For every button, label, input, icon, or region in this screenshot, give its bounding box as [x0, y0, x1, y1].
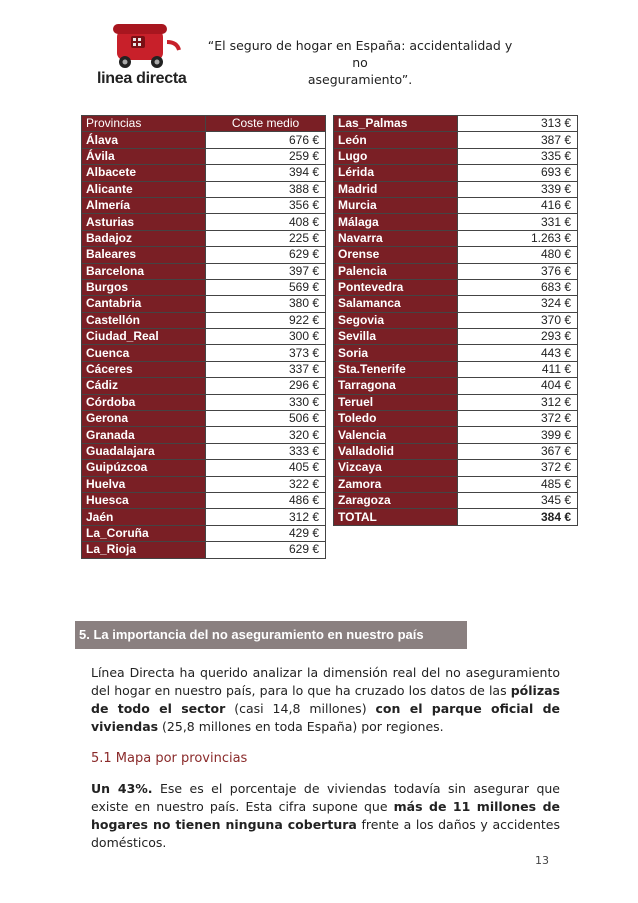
province-name-cell: Ciudad_Real — [82, 329, 206, 345]
province-name-cell: Tarragona — [334, 378, 458, 394]
average-cost-cell: 337 € — [206, 361, 326, 377]
average-cost-cell: 293 € — [458, 329, 578, 345]
province-name-cell: Baleares — [82, 247, 206, 263]
province-name-cell: Lugo — [334, 148, 458, 164]
table-row — [334, 296, 578, 312]
table-row — [82, 197, 326, 213]
table-row — [82, 132, 326, 148]
province-name-cell: Teruel — [334, 394, 458, 410]
average-cost-cell: 922 € — [206, 312, 326, 328]
province-name-cell: Toledo — [334, 411, 458, 427]
average-cost-cell: 480 € — [458, 247, 578, 263]
province-name-cell: Gerona — [82, 411, 206, 427]
province-name-cell: Huelva — [82, 476, 206, 492]
table-row — [334, 263, 578, 279]
table-row — [334, 312, 578, 328]
average-cost-cell: 404 € — [458, 378, 578, 394]
average-cost-cell: 331 € — [458, 214, 578, 230]
average-cost-cell: 330 € — [206, 394, 326, 410]
p1-text-3: (25,8 millones en toda España) por regiones. — [158, 719, 444, 734]
table-row — [334, 116, 578, 132]
province-name-cell: Córdoba — [82, 394, 206, 410]
province-name-cell: Pontevedra — [334, 279, 458, 295]
average-cost-cell: 411 € — [458, 361, 578, 377]
province-name-cell: Soria — [334, 345, 458, 361]
p1-text-1: Línea Directa ha querido analizar la dimensión real del no aseguramiento del hogar en nuestro país, para lo que ha cruzado los datos de las — [91, 665, 560, 698]
province-name-cell: Barcelona — [82, 263, 206, 279]
logo-text: linea directa — [97, 70, 187, 87]
average-cost-cell: 629 € — [206, 542, 326, 558]
average-cost-cell: 388 € — [206, 181, 326, 197]
average-cost-cell: 313 € — [458, 116, 578, 132]
province-name-cell: Murcia — [334, 197, 458, 213]
average-cost-cell: 324 € — [458, 296, 578, 312]
table-row — [82, 378, 326, 394]
table-row — [82, 247, 326, 263]
table-row — [82, 116, 326, 132]
average-cost-cell: 486 € — [206, 492, 326, 508]
table-row — [82, 329, 326, 345]
province-name-cell: Navarra — [334, 230, 458, 246]
page-number: 13 — [535, 854, 549, 867]
province-name-cell: Cáceres — [82, 361, 206, 377]
average-cost-cell: 443 € — [458, 345, 578, 361]
province-name-cell: Huesca — [82, 492, 206, 508]
table-row — [334, 247, 578, 263]
average-cost-cell: 259 € — [206, 148, 326, 164]
p1-bold-2: con el parque oficial de viviendas — [91, 701, 560, 734]
p2-bold-2: más de 11 millones de hogares no tienen ninguna cobertura — [91, 799, 560, 832]
province-name-cell: Guipúzcoa — [82, 460, 206, 476]
province-name-cell: Segovia — [334, 312, 458, 328]
p2-bold-1: Un 43%. — [91, 781, 153, 796]
average-cost-cell: 367 € — [458, 443, 578, 459]
linea-directa-logo — [95, 16, 207, 92]
average-cost-cell: 629 € — [206, 247, 326, 263]
section-heading-bar — [75, 621, 457, 649]
average-cost-cell: 1.263 € — [458, 230, 578, 246]
average-cost-cell: 506 € — [206, 411, 326, 427]
province-name-cell: Zaragoza — [334, 492, 458, 508]
table-row — [334, 230, 578, 246]
table-row — [334, 132, 578, 148]
section-title: 5. La importancia del no aseguramiento en nuestro país — [79, 627, 424, 642]
table-row — [334, 148, 578, 164]
intro-paragraph — [91, 664, 560, 736]
p2-text-1: Ese es el porcentaje de viviendas todavía sin asegurar que existe en nuestro país. Esta cifra supone que — [91, 781, 560, 814]
average-cost-cell: 322 € — [206, 476, 326, 492]
average-cost-cell: 320 € — [206, 427, 326, 443]
table-row — [82, 165, 326, 181]
table-row — [334, 443, 578, 459]
average-cost-cell: 296 € — [206, 378, 326, 394]
table-row — [82, 525, 326, 541]
header-title-line1: “El seguro de hogar en España: accidentalidad y no — [207, 38, 513, 70]
average-cost-cell: 372 € — [458, 411, 578, 427]
province-name-cell: Ávila — [82, 148, 206, 164]
average-cost-cell: 693 € — [458, 165, 578, 181]
average-cost-cell: 370 € — [458, 312, 578, 328]
average-cost-cell: 373 € — [206, 345, 326, 361]
province-name-cell: Valladolid — [334, 443, 458, 459]
province-name-cell: Valencia — [334, 427, 458, 443]
province-name-cell: Guadalajara — [82, 443, 206, 459]
province-name-cell: Albacete — [82, 165, 206, 181]
table-right-body — [334, 116, 578, 526]
province-name-cell: Orense — [334, 247, 458, 263]
table-row — [334, 509, 578, 525]
table-row — [334, 181, 578, 197]
average-cost-cell: 683 € — [458, 279, 578, 295]
province-name-cell: Álava — [82, 132, 206, 148]
table-row — [82, 460, 326, 476]
table-row — [82, 411, 326, 427]
table-row — [334, 492, 578, 508]
average-cost-cell: 312 € — [206, 509, 326, 525]
table-row — [82, 394, 326, 410]
average-cost-cell: 384 € — [458, 509, 578, 525]
province-name-cell: Lérida — [334, 165, 458, 181]
table-row — [82, 296, 326, 312]
table-row — [82, 443, 326, 459]
table-row — [82, 230, 326, 246]
province-name-cell: Cádiz — [82, 378, 206, 394]
average-cost-cell: 376 € — [458, 263, 578, 279]
table-row — [82, 279, 326, 295]
average-cost-cell: 676 € — [206, 132, 326, 148]
province-name-cell: Cuenca — [82, 345, 206, 361]
province-name-cell: Castellón — [82, 312, 206, 328]
average-cost-cell: 394 € — [206, 165, 326, 181]
table-row — [82, 312, 326, 328]
section-bar-tail-shape — [457, 621, 467, 649]
province-name-cell: León — [334, 132, 458, 148]
province-name-cell: Vizcaya — [334, 460, 458, 476]
average-cost-cell: 399 € — [458, 427, 578, 443]
average-cost-cell: 380 € — [206, 296, 326, 312]
table-row — [334, 214, 578, 230]
province-name-cell: Salamanca — [334, 296, 458, 312]
average-cost-cell: 416 € — [458, 197, 578, 213]
table-row — [82, 509, 326, 525]
table-row — [82, 427, 326, 443]
provinces-cost-table-right — [333, 115, 578, 526]
province-name-cell: Almería — [82, 197, 206, 213]
province-name-cell: Jaén — [82, 509, 206, 525]
table-row — [82, 263, 326, 279]
province-name-cell: Alicante — [82, 181, 206, 197]
table-row — [82, 361, 326, 377]
province-name-cell: Burgos — [82, 279, 206, 295]
subsection-title: 5.1 Mapa por provincias — [91, 751, 248, 766]
province-name-cell: Provincias — [82, 116, 206, 132]
p2-text-2: frente a los daños y accidentes domésticos. — [91, 817, 560, 850]
table-row — [334, 411, 578, 427]
table-row — [82, 148, 326, 164]
p1-bold-1: pólizas de todo el sector — [91, 683, 560, 716]
table-row — [82, 345, 326, 361]
province-name-cell: Cantabria — [82, 296, 206, 312]
provinces-cost-table-left — [81, 115, 326, 559]
average-cost-cell: 345 € — [458, 492, 578, 508]
average-cost-cell: 372 € — [458, 460, 578, 476]
average-cost-cell: 429 € — [206, 525, 326, 541]
table-row — [334, 279, 578, 295]
table-row — [82, 214, 326, 230]
province-name-cell: Sevilla — [334, 329, 458, 345]
table-row — [334, 427, 578, 443]
average-cost-cell: 339 € — [458, 181, 578, 197]
table-row — [82, 181, 326, 197]
table-row — [334, 394, 578, 410]
table-row — [334, 165, 578, 181]
province-name-cell: Granada — [82, 427, 206, 443]
average-cost-cell: 225 € — [206, 230, 326, 246]
average-cost-cell: 356 € — [206, 197, 326, 213]
average-cost-cell: 300 € — [206, 329, 326, 345]
average-cost-cell: 397 € — [206, 263, 326, 279]
average-cost-cell: 405 € — [206, 460, 326, 476]
province-name-cell: La_Rioja — [82, 542, 206, 558]
p1-text-2: (casi 14,8 millones) — [225, 701, 376, 716]
province-name-cell: Málaga — [334, 214, 458, 230]
average-cost-cell: 312 € — [458, 394, 578, 410]
table-row — [82, 476, 326, 492]
table-row — [82, 542, 326, 558]
table-row — [334, 460, 578, 476]
table-row — [334, 329, 578, 345]
province-name-cell: Sta.Tenerife — [334, 361, 458, 377]
province-name-cell: TOTAL — [334, 509, 458, 525]
province-name-cell: La_Coruña — [82, 525, 206, 541]
average-cost-cell: 387 € — [458, 132, 578, 148]
province-name-cell: Zamora — [334, 476, 458, 492]
table-row — [82, 492, 326, 508]
province-name-cell: Las_Palmas — [334, 116, 458, 132]
province-name-cell: Palencia — [334, 263, 458, 279]
table-row — [334, 361, 578, 377]
province-name-cell: Badajoz — [82, 230, 206, 246]
province-name-cell: Asturias — [82, 214, 206, 230]
table-row — [334, 197, 578, 213]
table-row — [334, 345, 578, 361]
average-cost-cell: 335 € — [458, 148, 578, 164]
table-row — [334, 476, 578, 492]
average-cost-cell: 408 € — [206, 214, 326, 230]
average-cost-cell: 569 € — [206, 279, 326, 295]
province-name-cell: Madrid — [334, 181, 458, 197]
average-cost-cell: 485 € — [458, 476, 578, 492]
table-left-body — [82, 116, 326, 559]
table-row — [334, 378, 578, 394]
uninsured-paragraph — [91, 780, 560, 852]
document-header-title — [200, 37, 520, 88]
average-cost-cell: 333 € — [206, 443, 326, 459]
average-cost-cell: Coste medio — [206, 116, 326, 132]
header-title-line2: aseguramiento”. — [307, 72, 413, 87]
